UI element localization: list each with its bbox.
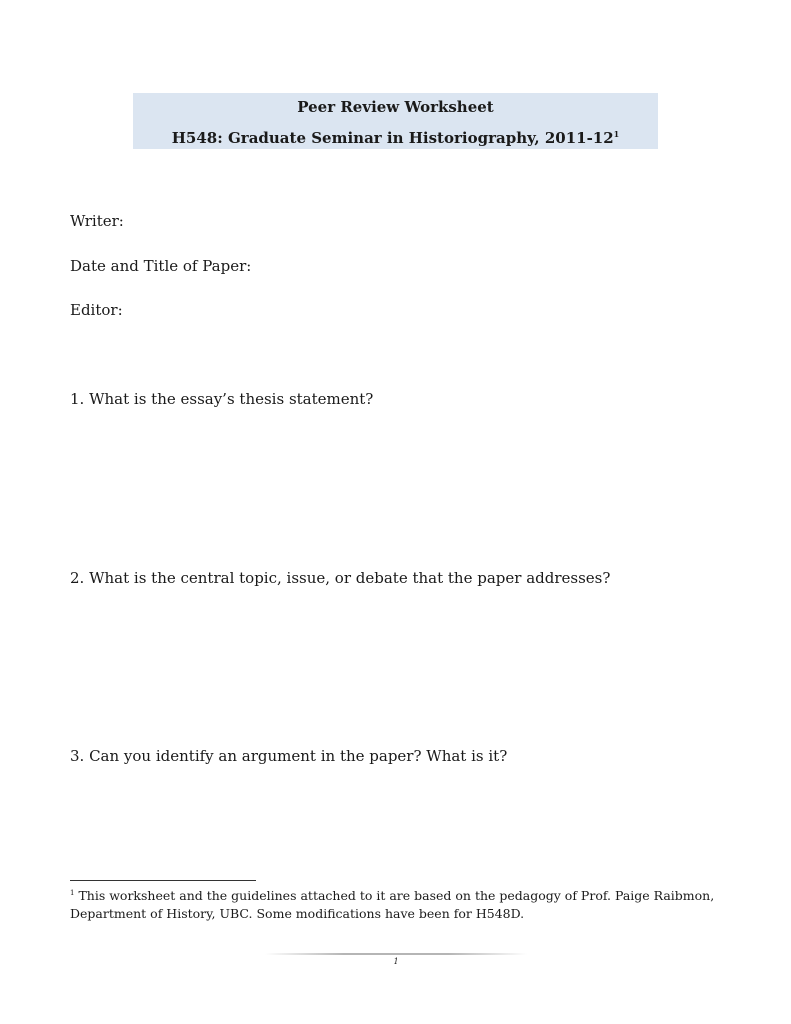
worksheet-title: Peer Review Worksheet [297, 98, 494, 116]
footnote-marker: 1 [70, 889, 75, 897]
title-banner [133, 93, 658, 149]
footnote-text: This worksheet and the guidelines attached to it are based on the pedagogy of Prof. Paige Raibmon, Department of History, UBC. Some modifications have been for H548D. [70, 888, 715, 921]
question-1: 1. What is the essay’s thesis statement? [70, 390, 374, 408]
footnote [70, 884, 730, 923]
date-title-field-label: Date and Title of Paper: [70, 257, 252, 275]
question-2: 2. What is the central topic, issue, or debate that the paper addresses? [70, 569, 611, 587]
footnote-reference: 1 [613, 129, 620, 139]
question-3: 3. Can you identify an argument in the paper? What is it? [70, 747, 508, 765]
course-subtitle [133, 121, 658, 152]
footnote-separator [70, 880, 256, 881]
page-number: 1 [393, 957, 399, 966]
page-footer-rule [265, 953, 527, 955]
writer-field-label: Writer: [70, 212, 124, 230]
course-subtitle-text: H548: Graduate Seminar in Historiography, 2011-12 [171, 129, 614, 147]
editor-field-label: Editor: [70, 301, 123, 319]
